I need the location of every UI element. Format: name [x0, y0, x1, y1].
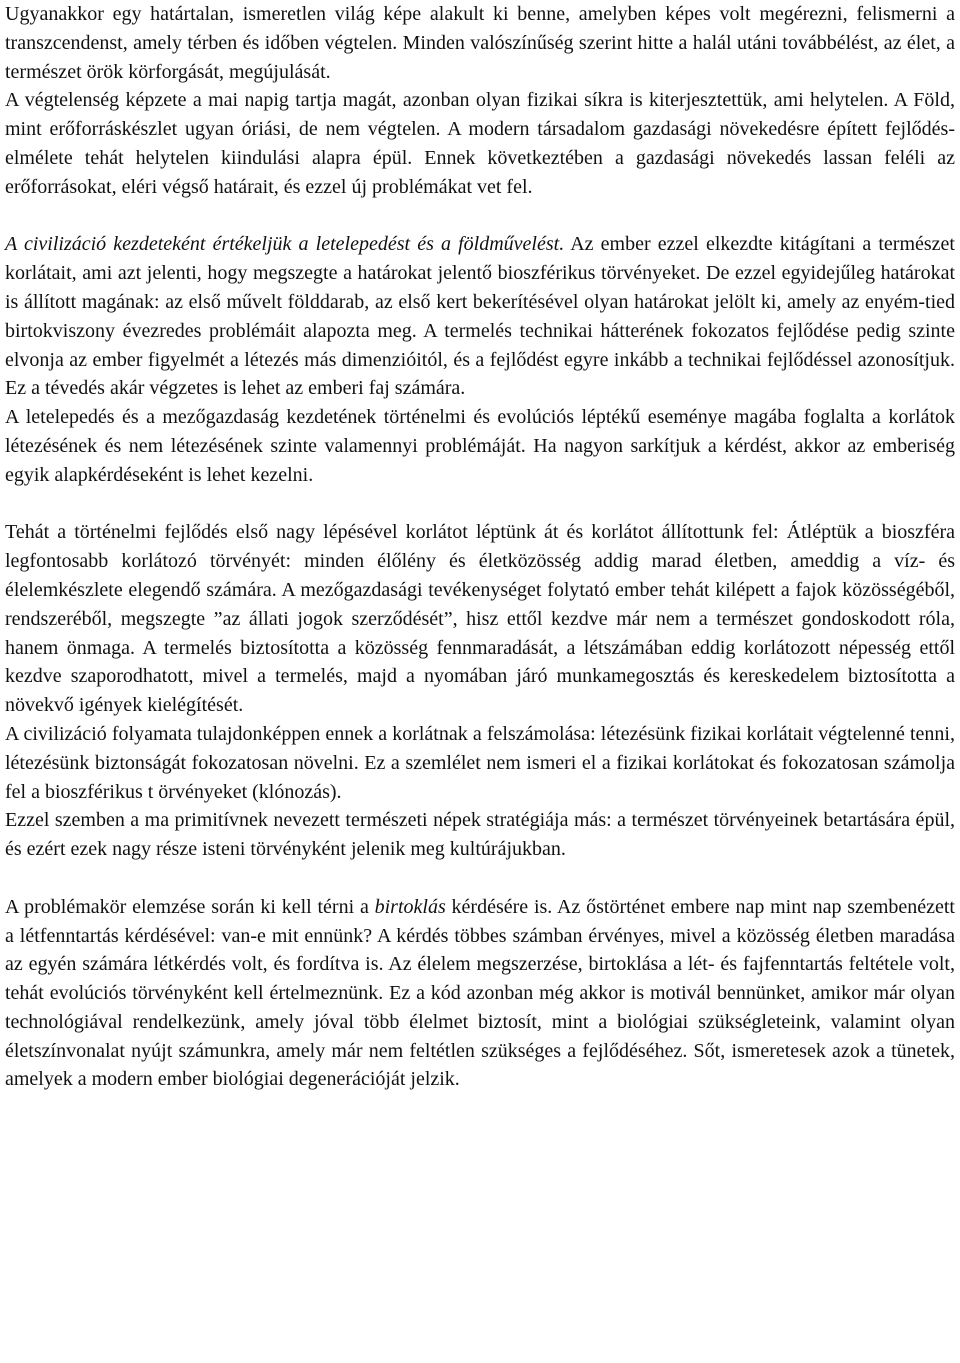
italic-lead-sentence: A civilizáció kezdeteként értékeljük a letelepedést és a földművelést.: [5, 233, 565, 256]
paragraph-7: Ezzel szemben a ma primitívnek nevezett természeti népek stratégiája más: a természet törvényeinek betartására épül, és ezért ezek nagy része isteni törvényként jelenik meg kultúrájukban.: [5, 809, 955, 861]
paragraph-4: A letelepedés és a mezőgazdaság kezdetének történelmi és evolúciós léptékű eseménye magába foglalta a korlátok létezésének és nem létezésének szinte valamennyi problémáját. Ha nagyon sarkítjuk a kérdést, akkor az emberiség egyik alapkérdéseként is lehet kezelni.: [5, 406, 955, 486]
italic-keyword: birtoklás: [374, 895, 446, 918]
paragraph-3-body: Az ember ezzel elkezdte kitágítani a természet korlátait, ami azt jelenti, hogy megszegte a határokat jelentő bioszférikus törvényeket. De ezzel egyidejűleg határokat is állított magának: az első művelt földdarab, az első kert bekerítésével olyan határokat jelölt ki, amely az enyém-tied birtokviszony évezredes problémáit alapozta meg. A termelés technikai hátterének fokozatos fejlődése pedig szinte elvonja az ember figyelmét a létezés más dimenzióitól, és a fejlődést egyre inkább a technikai fejlődéssel azonosítjuk. Ez a tévedés akár végzetes is lehet az emberi faj számára.: [5, 233, 955, 400]
paragraph-8-body: kérdésére is. Az őstörténet embere nap mint nap szembenézett a létfenntartás kérdésével: van-e mit ennünk? A kérdés többes számban érvényes, mivel a közösség életben maradása az egyén számára létkérdés volt, és fordítva is. Az élelem megszerzése, birtoklása a lét- és fajfenntartás feltétele volt, tehát evolúciós törvényként kell értelmeznünk. Ez a kód azonban még akkor is motivál bennünket, amikor már olyan technológiával rendelkezünk, amely jóval több élelmet biztosít, mint a biológiai szükségleteink, valamint olyan életszínvonalat nyújt számunkra, amely már nem feltétlen szükséges a fejlődéséhez. Sőt, ismeretesek azok a tünetek, amelyek a modern ember biológiai degenerációját jelzik.: [5, 895, 955, 1091]
paragraph-spacer: [5, 864, 955, 893]
document-page: [5, 0, 955, 1094]
paragraph-8-intro: A problémakör elemzése során ki kell térni a: [5, 895, 375, 918]
paragraph-2: A végtelenség képzete a mai napig tartja magát, azonban olyan fizikai síkra is kiterjesztettük, ami helytelen. A Föld, mint erőforráskészlet ugyan óriási, de nem végtelen. A modern társadalom gazdasági növekedésre épített fejlődés-elmélete tehát helytelen kiindulási alapra épül. Ennek következtében a gazdasági növekedés lassan feléli az erőforrásokat, eléri végső határait, és ezzel új problémákat vet fel.: [5, 89, 955, 198]
paragraph-spacer: [5, 202, 955, 231]
paragraph-5: Tehát a történelmi fejlődés első nagy lépésével korlátot léptünk át és korlátot állítottunk fel: Átléptük a bioszféra legfontosabb korlátozó törvényét: minden élőlény és életközösség addig marad életben, ameddig a víz- és élelemkészlete elegendő számára. A mezőgazdasági tevékenységet folytató ember tehát kilépett a fajok közösségéből, rendszeréből, megszegte ”az állati jogok szerződését”, hisz ettől kezdve már nem a természet gondoskodott róla, hanem önmaga. A termelés biztosította a közösség fennmaradását, a létszámában eddig korlátozott népesség ettől kezdve szaporodhatott, mivel a termelés, majd a nyomában járó munkamegosztás és kereskedelem biztosította a növekvő igények kielégítését.: [5, 521, 955, 717]
paragraph-3: [5, 230, 955, 403]
paragraph-6: A civilizáció folyamata tulajdonképpen ennek a korlátnak a felszámolása: létezésünk fizikai korlátait végtelenné tenni, létezésünk biztonságát fokozatosan növelni. Ez a szemlélet nem ismeri el a fizikai korlátokat és fokozatosan számolja fel a bioszférikus t örvényeket (klónozás).: [5, 722, 955, 803]
paragraph-8: [5, 893, 955, 1095]
paragraph-1: Ugyanakkor egy határtalan, ismeretlen világ képe alakult ki benne, amelyben képes volt megérezni, felismerni a transzcendenst, amely térben és időben végtelen. Minden valószínűség szerint hitte a halál utáni továbbélést, az élet, a természet örök körforgását, megújulását.: [5, 3, 955, 83]
paragraph-spacer: [5, 490, 955, 519]
